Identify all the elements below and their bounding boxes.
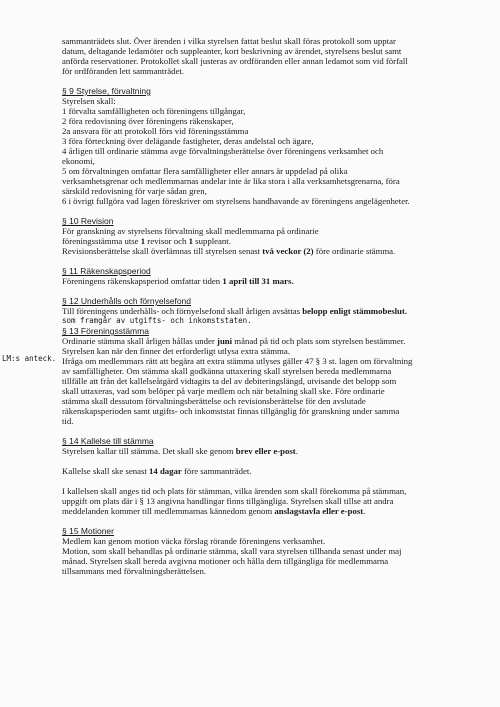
document-body [62,36,472,576]
section-9 [62,86,472,206]
section-heading: § 13 Föreningsstämma [62,326,149,336]
text-line: 3 föra förteckning över delägande fastigheter, deras andelstal och ägare, [62,136,314,146]
text-line: särskild redovisning för varje sådan gren, [62,186,207,196]
text-line: tillsammans med förvaltningsberättelsen. [62,566,207,576]
section-15 [62,526,472,576]
text-line: 2 föra redovisning över föreningens räkenskaper, [62,116,234,126]
text-line: 5 om förvaltningen omfattar flera samfälligheter eller annars är uppdelad på olika [62,166,348,176]
text-line: datum, deltagande ledamöter och suppleanter, kort beskrivning av ärendet, styrelsens beslut samt [62,46,402,56]
text-line: stämma skall dessutom förvaltningsberättelse och revisionsberättelse för den avslutade [62,396,366,406]
text-line: Ordinarie stämma skall årligen hållas under juni månad på tid och plats som styrelsen bestämmer. [62,336,406,346]
section-11 [62,266,472,286]
section-heading: § 9 Styrelse, förvaltning [62,86,151,96]
section-12 [62,296,472,326]
text-line: meddelanden kommer till medlemmarnas kännedom genom anslagstavla eller e-post. [62,506,366,516]
section-heading: § 14 Kallelse till stämma [62,436,154,446]
typed-annotation: som framgår av utgifts- och inkomststaten. [62,316,252,325]
text-line: Styrelsen kan när den finner det erforderligt utlysa extra stämma. [62,346,290,356]
text-line: för ordföranden lett sammanträdet. [62,66,184,76]
text-line: tillfälle att från det kallelseåtgärd vidtagits ta del av debiteringslängd, utvisande det belopp som [62,376,397,386]
text-line: Styrelsen skall: [62,96,116,106]
text-line: föreningsstämma utse 1 revisor och 1 suppleant. [62,236,231,246]
text-line: verksamhetsgrenar och medlemmarnas andelar inte är lika stora i alla verksamhetsgrenarna, föra [62,176,400,186]
text-line: I kallelsen skall anges tid och plats för stämman, vilka ärenden som skall förekomma på stämman, [62,486,407,496]
text-line: Till föreningens underhålls- och förnyelsefond skall årligen avsättas belopp enligt stämmobeslut. [62,306,408,316]
margin-annotation: LM:s anteck. [2,354,57,363]
section-heading: § 10 Revision [62,216,114,226]
text-line: Medlem kan genom motion väcka förslag rörande föreningens verksamhet. [62,536,326,546]
text-line: Ifråga om medlemmars rätt att begära att extra stämma utlyses gäller 47 § 3 st. lagen om förvaltning [62,356,413,366]
text-line: sammanträdets slut. Över ärenden i vilka styrelsen fattat beslut skall föras protokoll som upptar [62,36,396,46]
text-line: 4 årligen till ordinarie stämma avge förvaltningsberättelse över föreningens verksamhet och [62,146,384,156]
section-heading: § 11 Räkenskapsperiod [62,266,151,276]
text-line: 1 förvalta samfälligheten och föreningens tillgångar, [62,106,246,116]
section-heading: § 15 Motioner [62,526,114,536]
text-line: månad. Styrelsen skall bereda avgivna motioner och hålla dem tillgängliga för medlemmarna [62,556,389,566]
text-line: skall uttaxeras, vad som belöper på varje medlem och när betalning skall ske. Före ordinarie [62,386,385,396]
text-line: 6 i övrigt fullgöra vad lagen föreskriver om styrelsens handhavande av föreningens angelägenheter. [62,196,410,206]
text-line: Revisionsberättelse skall överlämnas till styrelsen senast två veckor (2) före ordinarie stämma. [62,246,396,256]
text-line: ekonomi, [62,156,95,166]
text-line: av samfälligheter. Om stämma skall godkänna uttaxering skall styrelsen bereda medlemmarna [62,366,392,376]
section-10 [62,216,472,256]
text-line: räkenskapsperioden samt utgifts- och inkomststat finnas tillgänglig för granskning under samma [62,406,400,416]
section-heading: § 12 Underhålls och förnyelsefond [62,296,191,306]
intro-paragraph [62,36,472,76]
text-line: Styrelsen kallar till stämma. Det skall ske genom brev eller e-post. [62,446,298,456]
text-line: tid. [62,416,74,426]
text-line: Motion, som skall behandlas på ordinarie stämma, skall vara styrelsen tillhanda senast under maj [62,546,402,556]
text-line: uppgift om plats där i § 13 angivna handlingar finns tillgängliga. Styrelsen skall tillse att andra [62,496,394,506]
text-line: Föreningens räkenskapsperiod omfattar tiden 1 april till 31 mars. [62,276,294,286]
section-14 [62,436,472,516]
text-line: För granskning av styrelsens förvaltning skall medlemmarna på ordinarie [62,226,319,236]
text-line: anförda reservationer. Protokollet skall justeras av ordföranden eller annan ledamot som vid förfall [62,56,408,66]
section-13 [62,326,472,426]
text-line: 2a ansvara för att protokoll förs vid föreningsstämma [62,126,249,136]
text-line: Kallelse skall ske senast 14 dagar före sammanträdet. [62,466,252,476]
